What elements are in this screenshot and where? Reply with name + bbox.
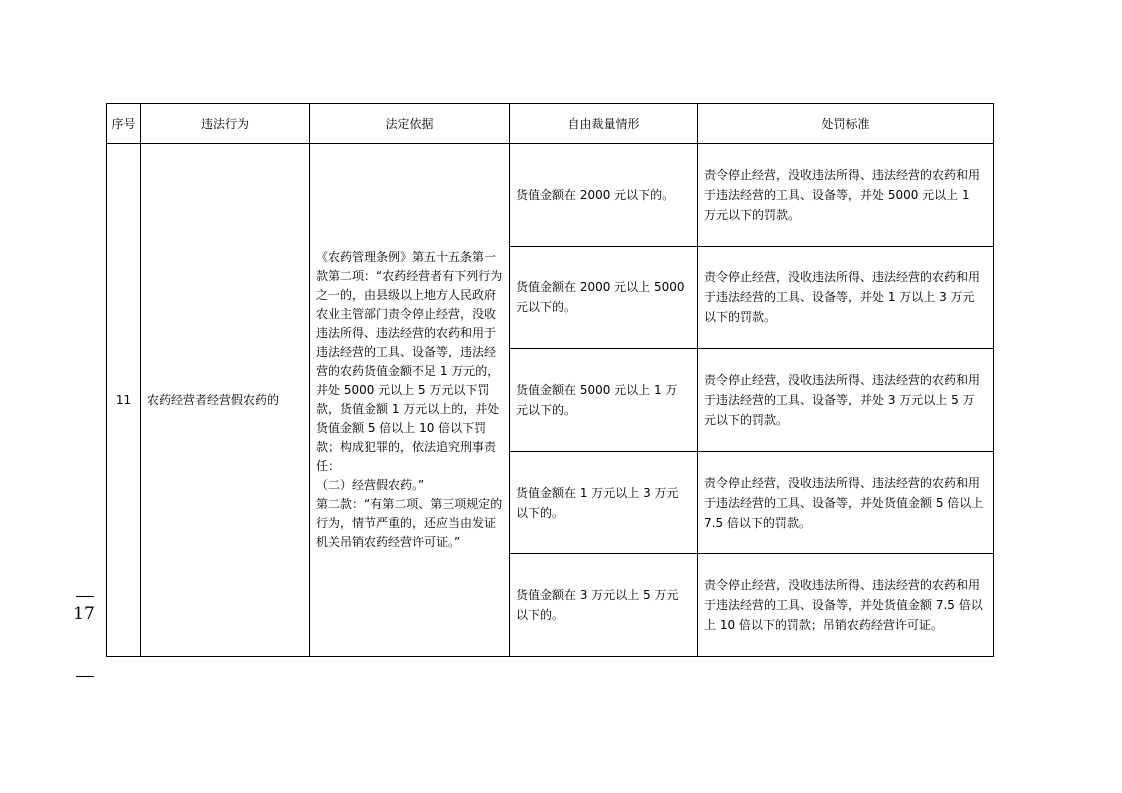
header-situation: 自由裁量情形 <box>510 104 698 144</box>
standard-cell: 责令停止经营，没收违法所得、违法经营的农药和用于违法经营的工具、设备等，并处 1 万以上 3 万元以下的罚款。 <box>698 246 994 349</box>
header-seq: 序号 <box>107 104 141 144</box>
situation-cell: 货值金额在 3 万元以上 5 万元以下的。 <box>510 554 698 657</box>
situation-cell: 货值金额在 2000 元以下的。 <box>510 144 698 247</box>
header-basis: 法定依据 <box>310 104 510 144</box>
table-header-row <box>107 104 994 144</box>
standard-cell: 责令停止经营，没收违法所得、违法经营的农药和用于违法经营的工具、设备等，并处 5000 元以上 1 万元以下的罚款。 <box>698 144 994 247</box>
row-act: 农药经营者经营假农药的 <box>141 144 310 657</box>
situation-cell: 货值金额在 2000 元以上 5000 元以下的。 <box>510 246 698 349</box>
table-row <box>107 144 994 247</box>
standard-cell: 责令停止经营，没收违法所得、违法经营的农药和用于违法经营的工具、设备等，并处货值金额 7.5 倍以上 10 倍以下的罚款；吊销农药经营许可证。 <box>698 554 994 657</box>
situation-cell: 货值金额在 5000 元以上 1 万元以下的。 <box>510 349 698 452</box>
situation-cell: 货值金额在 1 万元以上 3 万元以下的。 <box>510 451 698 554</box>
page-number-dash-bottom <box>76 676 94 677</box>
standard-cell: 责令停止经营，没收违法所得、违法经营的农药和用于违法经营的工具、设备等，并处货值金额 5 倍以上 7.5 倍以下的罚款。 <box>698 451 994 554</box>
standard-cell: 责令停止经营，没收违法所得、违法经营的农药和用于违法经营的工具、设备等，并处 3 万元以上 5 万元以下的罚款。 <box>698 349 994 452</box>
row-basis: 《农药管理条例》第五十五条第一款第二项：“农药经营者有下列行为之一的，由县级以上地方人民政府农业主管部门责令停止经营，没收违法所得、违法经营的农药和用于违法经营的工具、设备等，违法经营的农药货值金额不足 1 万元的，并处 5000 元以上 5 万元以下罚款，货值金额 1 万元以上的，并处货值金额 5 倍以上 10 倍以下罚款；构成犯罪的，依法追究刑事责任： （二）经营假农药。” 第二款：“有第二项、第三项规定的行为，情节严重的，还应当由发证机关吊销农药经营许可证。” <box>310 144 510 657</box>
header-standard: 处罚标准 <box>698 104 994 144</box>
page-number: 17 <box>73 604 95 624</box>
header-act: 违法行为 <box>141 104 310 144</box>
penalty-table <box>106 103 994 657</box>
row-seq: 11 <box>107 144 141 657</box>
